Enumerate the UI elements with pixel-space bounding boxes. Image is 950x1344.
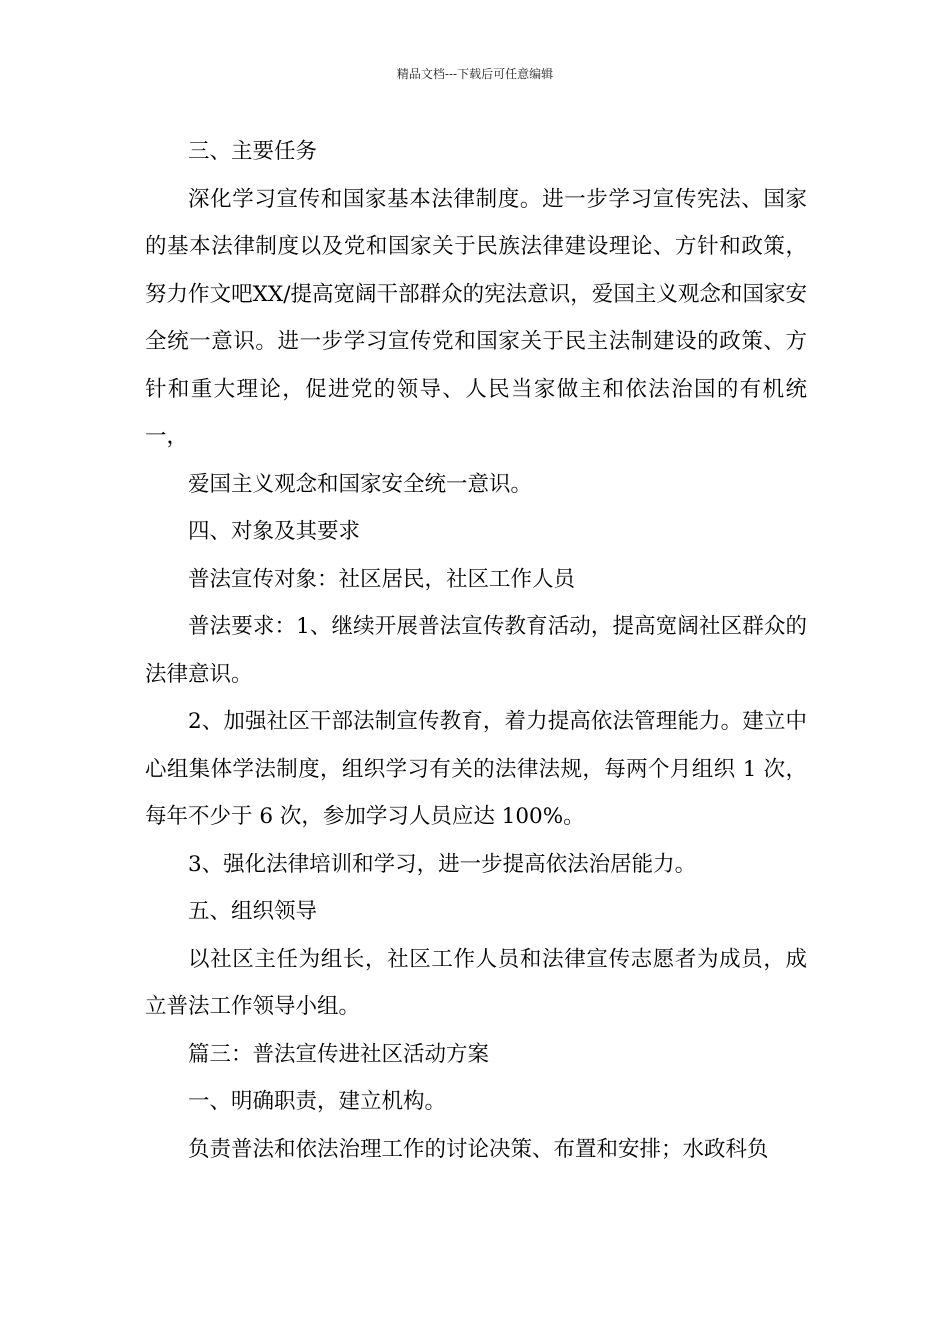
section-heading-tasks: 三、主要任务 <box>188 139 318 164</box>
paragraph-requirement-2: 2、加强社区干部法制宣传教育，着力提高依法管理能力。建立中心组集体学法制度，组织学习有关的法律法规，每两个月组织 1 次，每年不少于 6 次，参加学习人员应达 100%。 <box>145 709 807 829</box>
paragraph-requirement-1: 普法要求：1、继续开展普法宣传教育活动，提高宽阔社区群众的法律意识。 <box>145 614 807 687</box>
paragraph-leadership: 以社区主任为组长，社区工作人员和法律宣传志愿者为成员，成立普法工作领导小组。 <box>145 946 807 1019</box>
section-heading-targets: 四、对象及其要求 <box>188 519 361 544</box>
section-heading-leadership: 五、组织领导 <box>188 899 318 924</box>
page-header: 精品文档---下载后可任意编辑 <box>396 67 554 81</box>
paragraph-requirement-3: 3、强化法律培训和学习，进一步提高依法治居能力。 <box>188 851 697 877</box>
paragraph-study-promotion: 深化学习宣传和国家基本法律制度。进一步学习宣传宪法、国家的基本法律制度以及党和国家关于民族法律建设理论、方针和政策，努力作文吧XX/提高宽阔干部群众的宪法意识，爱国主义观念和国家安全统一意识。进一步学习宣传党和国家关于民主法制建设的政策、方针和重大理论，促进党的领导、人民当家做主和依法治国的有机统一， <box>145 186 807 449</box>
paragraph-responsibilities: 负责普法和依法治理工作的讨论决策、布置和安排；水政科负 <box>188 1136 769 1162</box>
paragraph-targets: 普法宣传对象：社区居民，社区工作人员 <box>188 566 576 592</box>
document-body <box>145 128 807 1173</box>
section-heading-responsibilities: 一、明确职责，建立机构。 <box>188 1089 447 1114</box>
paragraph-patriotism: 爱国主义观念和国家安全统一意识。 <box>188 471 533 497</box>
section-heading-part-three: 篇三：普法宣传进社区活动方案 <box>188 1041 490 1067</box>
